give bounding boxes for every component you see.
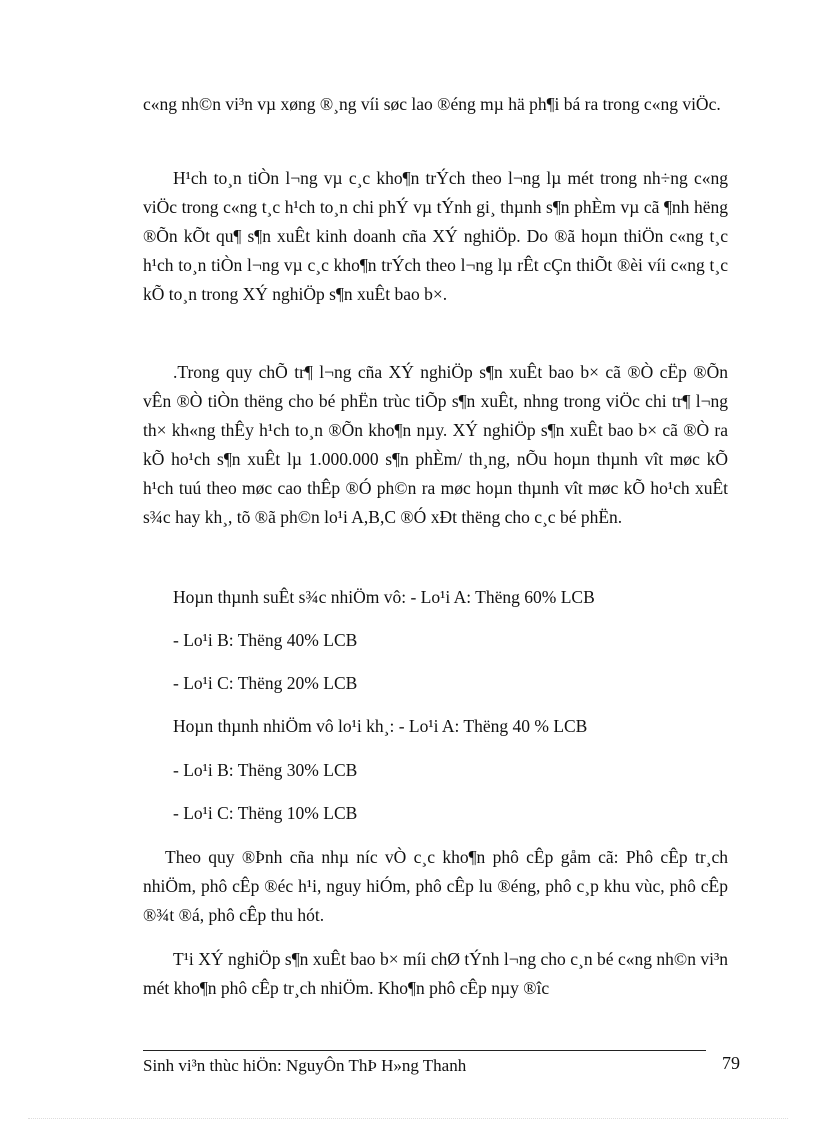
bonus-excellent-a: Hoµn thµnh suÊt s¾c nhiÖm vô: - Lo¹i A: Thëng 60% LCB <box>173 587 595 607</box>
footer-author: Sinh vi³n thùc hiÖn: NguyÔn ThÞ H»ng Thanh <box>143 1056 467 1075</box>
paragraph-responsibility-allowance: T¹i XÝ nghiÖp s¶n xuÊt bao b× míi chØ tÝnh l¬ng cho c¸n bé c«ng nh©n vi³n mét kho¶n phô cÊp tr¸ch nhiÖm. Kho¶n phô cÊp nµy ®îc <box>143 949 728 998</box>
bonus-good-c: - Lo¹i C: Thëng 10% LCB <box>173 803 358 823</box>
paragraph-accounting: H¹ch to¸n tiÒn l¬ng vµ c¸c kho¶n trÝch theo l¬ng lµ mét trong nh÷ng c«ng viÖc trong c«ng t¸c h¹ch to¸n chi phÝ vµ tÝnh gi¸ thµnh s¶n phÈm vµ cã ¶nh hëng ®Õn kÕt qu¶ s¶n xuÊt kinh doanh cña XÝ nghiÖp. Do ®ã hoµn thiÖn c«ng t¸c h¹ch to¸n tiÒn l¬ng vµ c¸c kho¶n trÝch theo l¬ng lµ rÊt cÇn thiÕt ®èi víi c«ng t¸c kÕ to¸n trong XÝ nghiÖp s¶n xuÊt bao b×. <box>143 168 728 304</box>
page-number: 79 <box>722 1053 740 1073</box>
bonus-excellent-b: - Lo¹i B: Thëng 40% LCB <box>173 630 358 650</box>
paragraph-bonus-policy: .Trong quy chÕ tr¶ l¬ng cña XÝ nghiÖp s¶n xuÊt bao b× cã ®Ò cËp ®Õn vÊn ®Ò tiÒn thëng cho bé phËn trùc tiÕp s¶n xuÊt, nhng trong viÖc chi tr¶ l¬ng th× kh«ng thÊy h¹ch to¸n ®Õn kho¶n nµy. XÝ nghiÖp s¶n xuÊt bao b× cã ®Ò ra kÕ ho¹ch s¶n xuÊt lµ 1.000.000 s¶n phÈm/ th¸ng, nÕu hoµn thµnh vît møc kÕ h¹ch tuú theo møc cao thÊp ®Ó ph©n ra møc hoµn thµnh vît møc kÕ ho¹ch xuÊt s¾c hay kh¸, tõ ®ã ph©n lo¹i A,B,C ®Ó xÐt thëng cho c¸c bé phËn. <box>143 362 728 527</box>
paragraph-intro: c«ng nh©n vi³n vµ xøng ®¸ng víi søc lao ®éng mµ hä ph¶i bá ra trong c«ng viÖc. <box>143 94 721 114</box>
bonus-good-a: Hoµn thµnh nhiÖm vô lo¹i kh¸: - Lo¹i A: Thëng 40 % LCB <box>173 716 588 736</box>
paragraph-allowances: Theo quy ®Þnh cña nhµ níc vÒ c¸c kho¶n phô cÊp gåm cã: Phô cÊp tr¸ch nhiÖm, phô cÊp ®éc h¹i, nguy hiÓm, phô cÊp lu ®éng, phô c¸p khu vùc, phô cÊp ®¾t ®á, phô cÊp thu hót. <box>143 847 728 925</box>
footer-divider <box>143 1050 706 1051</box>
page-bottom-border <box>28 1118 788 1119</box>
bonus-good-b: - Lo¹i B: Thëng 30% LCB <box>173 760 358 780</box>
bonus-excellent-c: - Lo¹i C: Thëng 20% LCB <box>173 673 358 693</box>
